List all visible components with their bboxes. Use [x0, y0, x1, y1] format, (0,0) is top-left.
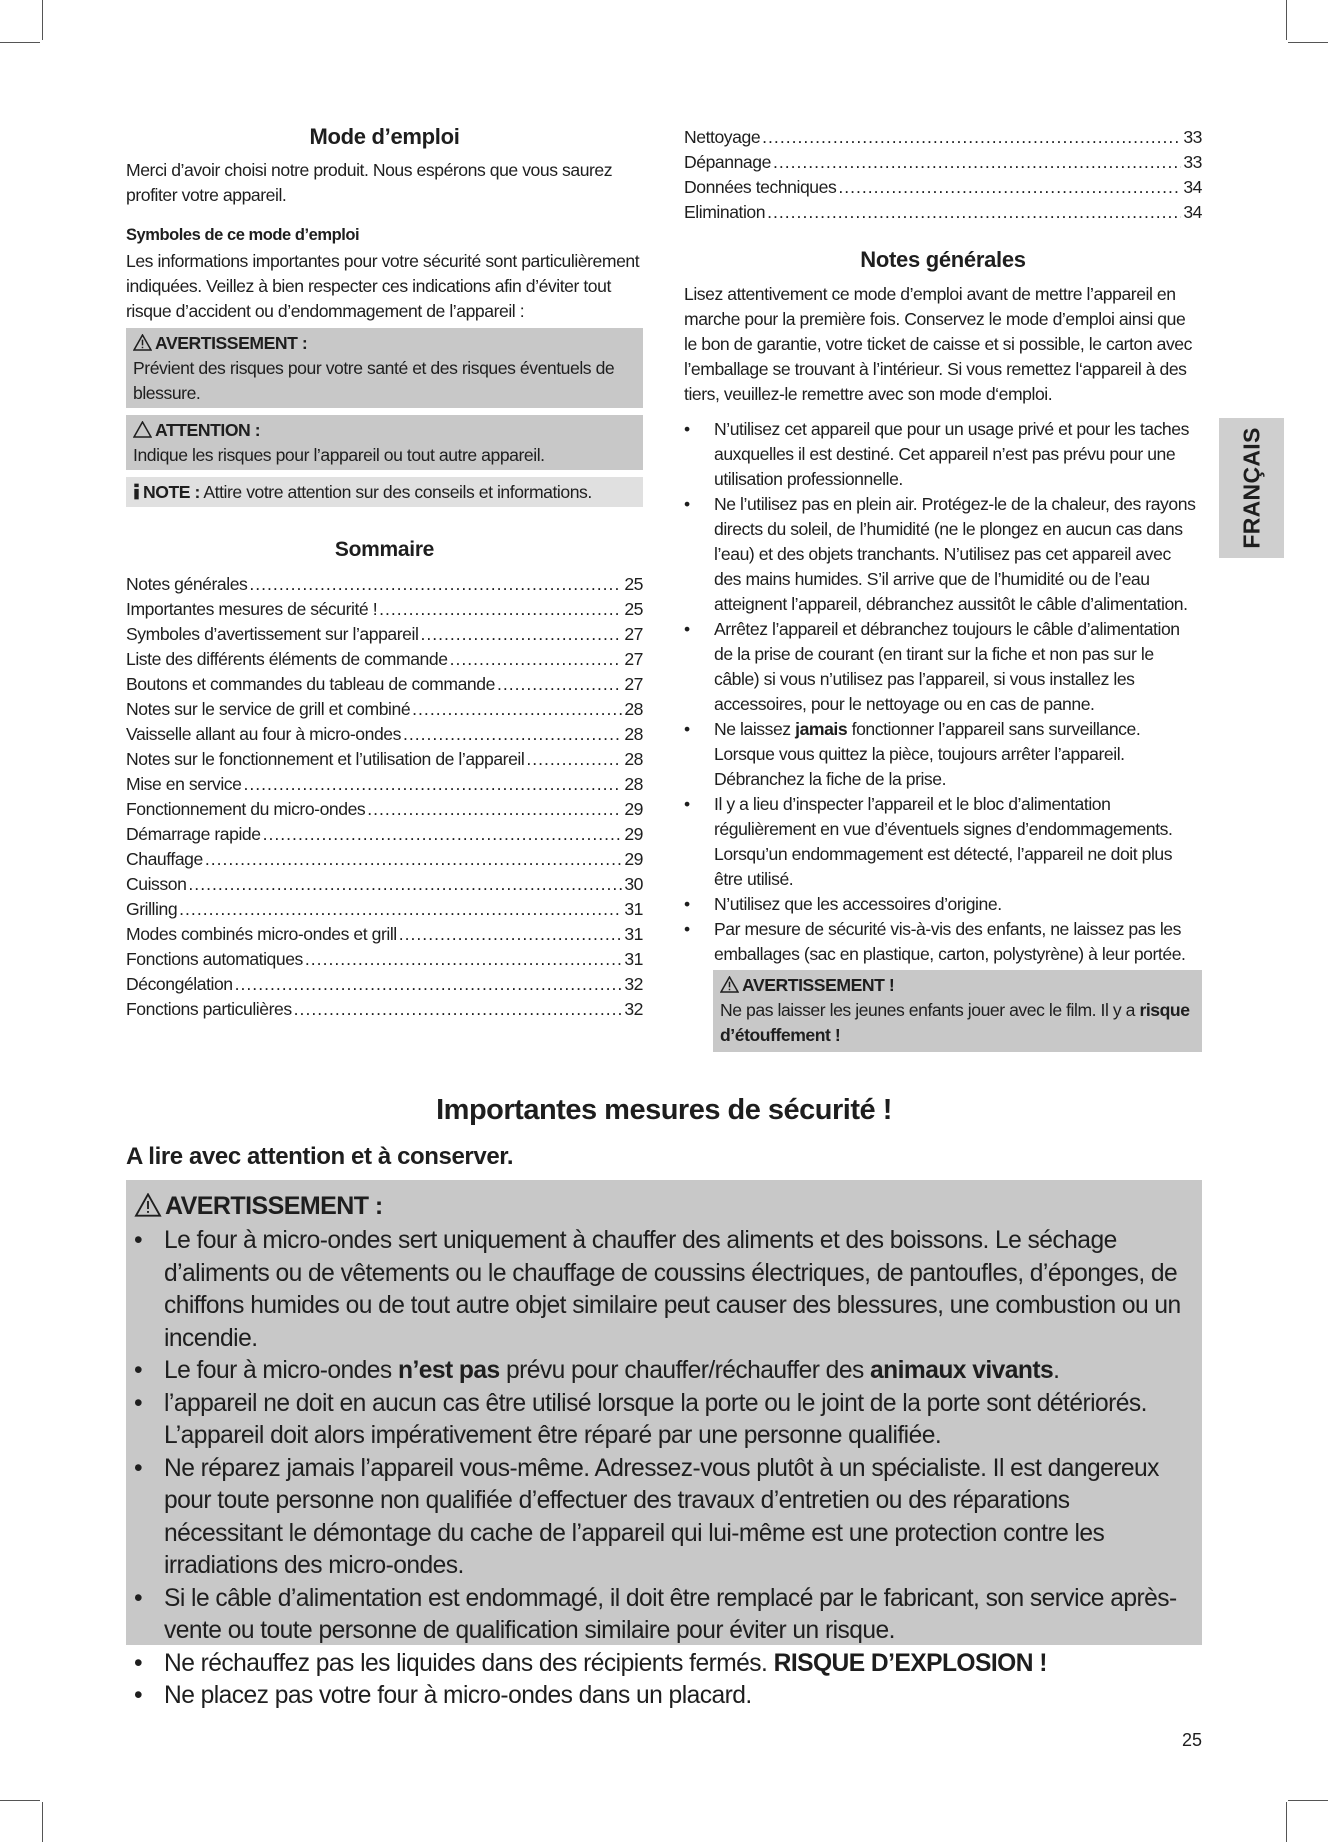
note-box — [126, 477, 643, 507]
toc-row[interactable]: Elimination ..... 34 — [684, 200, 1202, 225]
list-item: • Arrêtez l’appareil et débranchez toujours le câble d’alimentation de la prise de courant (en tirant sur la fiche et non pas sur le câble) si vous n’utilisez pas l’appareil, si vous installez les accessoires, pour le nettoyage ou en cas de panne. — [684, 617, 1202, 717]
crop-mark — [1286, 0, 1287, 40]
warning-triangle-icon — [134, 1193, 162, 1217]
list-item: • Ne réparez jamais l’appareil vous-même. Adressez-vous plutôt à un spécialiste. Il est dangereux pour toute personne non qualifiée d’effectuer des travaux d’entretien ou des réparations nécessitant le démontage du cache de l’appareil qui lui-même est une protection contre les irradiations des micro-ondes. — [134, 1453, 1190, 1583]
notes-generales-title: Notes générales — [860, 247, 1026, 272]
language-tab — [1219, 418, 1284, 558]
toc-row[interactable]: Vaisselle allant au four à micro-ondes ..... 28 — [126, 722, 643, 747]
toc-row[interactable]: Grilling ..... 31 — [126, 897, 643, 922]
warning-triangle-icon — [133, 334, 152, 351]
warning-text: Prévient des risques pour votre santé et des risques éventuels de blessure. — [133, 358, 615, 403]
toc-row[interactable]: Mise en service ..... 28 — [126, 772, 643, 797]
child-warning-box — [713, 970, 1202, 1052]
toc-row[interactable]: Données techniques ..... 34 — [684, 175, 1202, 200]
crop-mark — [0, 42, 40, 43]
list-item: • Il y a lieu d’inspecter l’appareil et le bloc d’alimentation régulièrement en vue d’éventuels signes d’endommagements. Lorsqu’un endommagement est détecté, l’appareil ne doit plus être utilisé. — [684, 792, 1202, 892]
toc-row[interactable]: Chauffage ..... 29 — [126, 847, 643, 872]
safety-warning-box — [126, 1180, 1202, 1709]
list-item: • Le four à micro-ondes sert uniquement à chauffer des aliments et des boissons. Le séchage d’aliments ou de vêtements ou le chauffage de coussins électriques, de pantoufles, d’éponges, de chiffons humides ou de tout autre objet similaire peut causer des blessures, une combustion ou un incendie. — [134, 1225, 1190, 1355]
child-warning-text: Ne pas laisser les jeunes enfants jouer avec le film. Il y a risque d’étouffement ! — [720, 1000, 1190, 1045]
safety-subtitle: A lire avec attention et à conserver. — [126, 1143, 514, 1170]
note-text: Attire votre attention sur des conseils et informations. — [203, 482, 592, 502]
info-icon — [133, 483, 140, 500]
list-item: • Ne réchauffez pas les liquides dans des récipients fermés. RISQUE D’EXPLOSION ! — [134, 1648, 1190, 1681]
warning-box — [126, 328, 643, 408]
notes-intro: Lisez attentivement ce mode d’emploi avant de mettre l’appareil en marche pour la première fois. Conservez le mode d’emploi ainsi que le bon de garantie, votre ticket de caisse et si possible, le carton avec l’emballage se trouvant à l’intérieur. Si vous remettez l‘appareil à des tiers, veuillez-le remettre avec son mode d‘emploi. — [684, 284, 1192, 404]
list-item: • N’utilisez que les accessoires d’origine. — [684, 892, 1202, 917]
crop-mark — [42, 1802, 43, 1842]
crop-mark — [1288, 1800, 1328, 1801]
toc-row[interactable]: Décongélation ..... 32 — [126, 972, 643, 997]
toc-row[interactable]: Cuisson ..... 30 — [126, 872, 643, 897]
safety-warning-label: AVERTISSEMENT : — [165, 1192, 383, 1220]
list-item: • Par mesure de sécurité vis-à-vis des enfants, ne laissez pas les emballages (sac en plastique, carton, polystyrène) à leur portée. — [684, 917, 1202, 967]
page-number: 25 — [1181, 1730, 1202, 1750]
toc-row[interactable]: Notes sur le fonctionnement et l’utilisation de l’appareil ..... 28 — [126, 747, 643, 772]
list-item: • Ne placez pas votre four à micro-ondes dans un placard. — [134, 1680, 1190, 1713]
attention-label: ATTENTION : — [155, 420, 261, 440]
toc-row[interactable]: Fonctionnement du micro-ondes ..... 29 — [126, 797, 643, 822]
toc-row[interactable]: Fonctions automatiques ..... 31 — [126, 947, 643, 972]
toc-row[interactable]: Importantes mesures de sécurité ! ..... 25 — [126, 597, 643, 622]
right-column — [684, 125, 1202, 1052]
toc-row[interactable]: Dépannage ..... 33 — [684, 150, 1202, 175]
crop-mark — [0, 1800, 40, 1801]
toc-row[interactable]: Modes combinés micro-ondes et grill ..... 31 — [126, 922, 643, 947]
list-item: • N’utilisez cet appareil que pour un usage privé et pour les taches auxquelles il est destiné. Cet appareil n’est pas prévu pour une utilisation professionnelle. — [684, 417, 1202, 492]
toc-row[interactable]: Démarrage rapide ..... 29 — [126, 822, 643, 847]
toc-row[interactable]: Symboles d’avertissement sur l’appareil ..... 27 — [126, 622, 643, 647]
crop-mark — [42, 0, 43, 40]
toc-row[interactable]: Nettoyage ..... 33 — [684, 125, 1202, 150]
toc-row[interactable]: Boutons et commandes du tableau de commande ..... 27 — [126, 672, 643, 697]
list-item: • Si le câble d’alimentation est endommagé, il doit être remplacé par le fabricant, son service après-vente ou toute personne de qualification similaire pour éviter un risque. — [134, 1583, 1190, 1648]
note-label: NOTE : — [143, 482, 200, 502]
notes-bullets — [684, 417, 1202, 967]
language-tab-label: FRANÇAIS — [1238, 427, 1264, 549]
warning-triangle-icon — [720, 976, 739, 993]
symbols-text: Les informations importantes pour votre sécurité sont particulièrement indiquées. Veillez à bien respecter ces indications afin d’éviter tout risque d’accident ou d’endommagement de l’appareil : — [126, 251, 640, 321]
child-warning-label: AVERTISSEMENT ! — [742, 975, 895, 995]
crop-mark — [1286, 1802, 1287, 1842]
left-column — [126, 122, 643, 1022]
warning-label: AVERTISSEMENT : — [155, 333, 308, 353]
crop-mark — [1288, 42, 1328, 43]
safety-bullets — [134, 1225, 1190, 1713]
mode-emploi-title: Mode d’emploi — [309, 124, 460, 149]
toc-row[interactable]: Notes sur le service de grill et combiné ..... 28 — [126, 697, 643, 722]
list-item: • Ne laissez jamais fonctionner l’appareil sans surveillance. Lorsque vous quittez la pièce, toujours arrêter l’appareil. Débranchez la fiche de la prise. — [684, 717, 1202, 792]
attention-triangle-icon — [133, 421, 152, 438]
toc-row[interactable]: Fonctions particulières ..... 32 — [126, 997, 643, 1022]
toc-continued — [684, 125, 1202, 225]
symbols-heading: Symboles de ce mode d’emploi — [126, 226, 360, 244]
attention-text: Indique les risques pour l’appareil ou tout autre appareil. — [133, 445, 545, 465]
toc-row[interactable]: Notes générales ..... 25 — [126, 572, 643, 597]
list-item: • Ne l’utilisez pas en plein air. Protégez-le de la chaleur, des rayons directs du soleil, de l’humidité (ne le plongez en aucun cas dans l’eau) et des objets tranchants. N’utilisez pas cet appareil avec des mains humides. S’il arrive que de l’humidité ou de l’eau atteignent l’appareil, débranchez aussitôt le câble d’alimentation. — [684, 492, 1202, 617]
list-item: • l’appareil ne doit en aucun cas être utilisé lorsque la porte ou le joint de la porte sont détériorés. L’appareil doit alors impérativement être réparé par une personne qualifiée. — [134, 1388, 1190, 1453]
toc-row[interactable]: Liste des différents éléments de commande ..... 27 — [126, 647, 643, 672]
safety-title: Importantes mesures de sécurité ! — [436, 1094, 892, 1126]
intro-text: Merci d’avoir choisi notre produit. Nous espérons que vous saurez profiter votre appareil. — [126, 160, 613, 205]
sommaire-title: Sommaire — [334, 538, 435, 561]
list-item: • Le four à micro-ondes n’est pas prévu pour chauffer/réchauffer des animaux vivants. — [134, 1355, 1190, 1388]
attention-box — [126, 415, 643, 470]
toc-list — [126, 572, 643, 1022]
